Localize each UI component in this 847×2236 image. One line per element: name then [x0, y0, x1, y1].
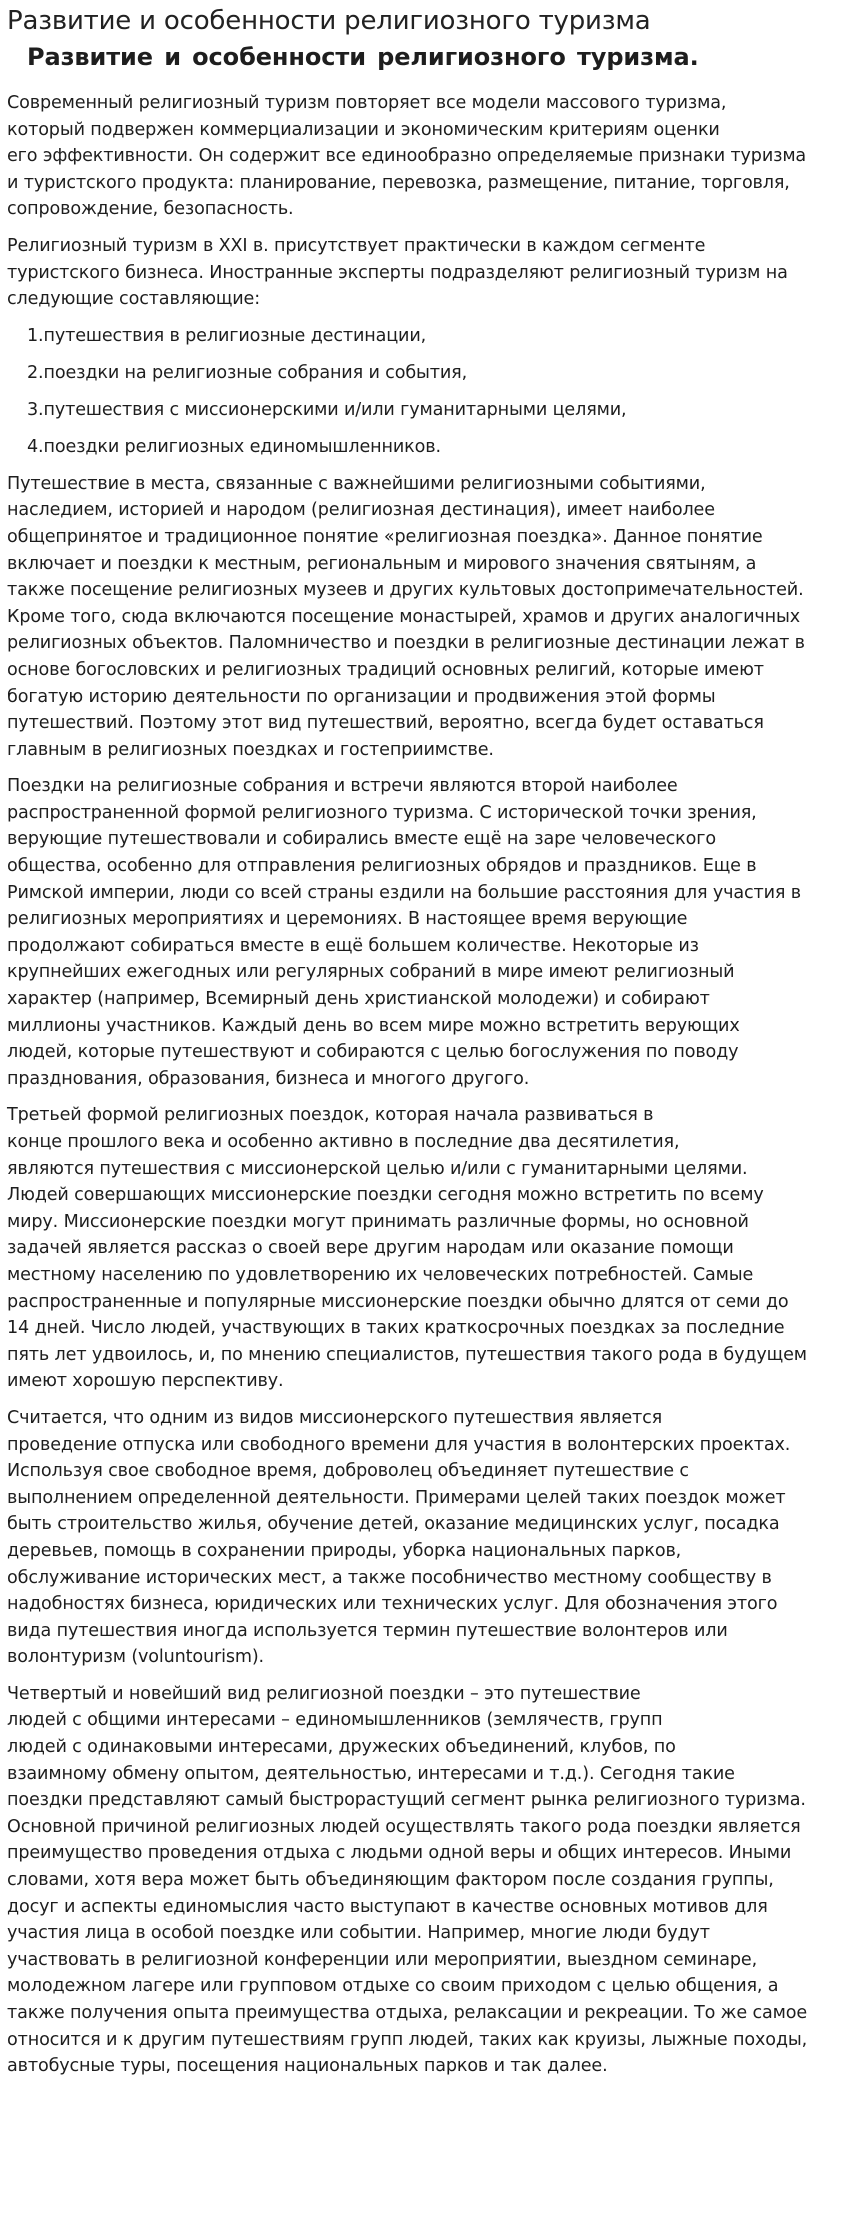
list-item: 4.поездки религиозных единомышленников. [27, 436, 441, 457]
tourism-types-list [7, 323, 840, 461]
text-line: пять лет удвоилось, и, по мнению специалистов, путешествия такого рода в будущем [7, 1344, 807, 1365]
text-line: богатую историю деятельности по организации и продвижения этой формы [7, 686, 716, 707]
text-line: основе богословских и религиозных традиций основных религий, которые имеют [7, 659, 764, 680]
text-line: являются путешествия с миссионерской целью и/или с гуманитарными целями. [7, 1158, 748, 1179]
text-line: религиозных мероприятиях и церемониях. В настоящее время верующие [7, 909, 688, 930]
text-line: Религиозный туризм в XXI в. присутствует практически в каждом сегменте [7, 235, 706, 256]
text-line: празднования, образования, бизнеса и многого другого. [7, 1068, 530, 1089]
text-line: преимущество проведения отдыха с людьми одной веры и общих интересов. Иными [7, 1843, 792, 1864]
text-line: общества, особенно для отправления религиозных обрядов и праздников. Еще в [7, 856, 757, 877]
document-page [0, 4, 840, 2080]
text-line: поездки представляют самый быстрорастущий сегмент рынка религиозного туризма. [7, 1790, 806, 1811]
text-line: выполнением определенной деятельности. Примерами целей таких поездок может [7, 1487, 786, 1508]
paragraph-volunteer [7, 1405, 840, 1671]
paragraph-intro [7, 90, 840, 223]
text-line: и туристского продукта: планирование, перевозка, размещение, питание, торговля, [7, 172, 790, 193]
text-line: Третьей формой религиозных поездок, которая начала развиваться в [7, 1105, 654, 1126]
text-line: распространенные и популярные миссионерские поездки обычно длятся от семи до [7, 1291, 789, 1312]
text-line: обслуживание исторических мест, а также пособничество местному сообществу в [7, 1567, 772, 1588]
text-line: общепринятое и традиционное понятие «религиозная поездка». Данное понятие [7, 526, 763, 547]
text-line: надобностях бизнеса, юридических или технических услуг. Для обозначения этого [7, 1594, 778, 1615]
text-line: людей, которые путешествуют и собираются с целью богослужения по поводу [7, 1042, 739, 1063]
text-line: миру. Миссионерские поездки могут принимать различные формы, но основной [7, 1211, 749, 1232]
page-title: Развитие и особенности религиозного туризма [7, 6, 651, 36]
text-line: деревьев, помощь в сохранении природы, уборка национальных парков, [7, 1540, 682, 1561]
text-line: Людей совершающих миссионерские поездки сегодня можно встретить по всему [7, 1185, 764, 1206]
text-line: включает и поездки к местным, региональным и мирового значения святыням, а [7, 553, 757, 574]
text-line: крупнейших ежегодных или регулярных собраний в мире имеют религиозный [7, 962, 735, 983]
text-line: задачей является рассказ о своей вере другим народам или оказание помощи [7, 1238, 734, 1259]
list-item: 3.путешествия с миссионерскими и/или гуманитарными целями, [27, 399, 627, 420]
text-line: взаимному обмену опытом, деятельностью, интересами и т.д.). Сегодня такие [7, 1763, 735, 1784]
text-line: характер (например, Всемирный день христианской молодежи) и собирают [7, 989, 710, 1010]
text-line: Считается, что одним из видов миссионерского путешествия является [7, 1407, 663, 1428]
article-heading: Развитие и особенности религиозного туризма. [27, 43, 699, 71]
text-line: относится и к другим путешествиям групп людей, таких как круизы, лыжные походы, [7, 2029, 808, 2050]
text-line: Современный религиозный туризм повторяет все модели массового туризма, [7, 93, 727, 113]
text-line: автобусные туры, посещения национальных парков и так далее. [7, 2056, 608, 2077]
text-line: досуг и аспекты единомыслия часто выступают в качестве основных мотивов для [7, 1896, 768, 1917]
text-line: волонтуризм (voluntourism). [7, 1647, 265, 1668]
list-item: 2.поездки на религиозные собрания и события, [27, 362, 468, 383]
text-line: туристского бизнеса. Иностранные эксперты подразделяют религиозный туризм на [7, 262, 788, 283]
text-line: верующие путешествовали и собирались вместе ещё на заре человеческого [7, 829, 716, 850]
text-line: также посещение религиозных музеев и других культовых достопримечательностей. [7, 580, 804, 601]
paragraph-destinations [7, 471, 840, 764]
paragraph-types-intro [7, 233, 840, 313]
text-line: миллионы участников. Каждый день во всем мире можно встретить верующих [7, 1015, 740, 1036]
text-line: вида путешествия иногда используется термин путешествие волонтеров или [7, 1620, 728, 1641]
paragraph-missionary [7, 1102, 840, 1395]
text-line: путешествий. Поэтому этот вид путешествий, вероятно, всегда будет оставаться [7, 713, 764, 734]
text-line: распространенной формой религиозного туризма. С исторической точки зрения, [7, 802, 757, 823]
text-line: продолжают собираться вместе в ещё большем количестве. Некоторые из [7, 935, 699, 956]
text-line: местному населению по удовлетворению их человеческих потребностей. Самые [7, 1264, 754, 1285]
text-line: следующие составляющие: [7, 289, 261, 310]
text-line: участия лица в особой поездке или событии. Например, многие люди будут [7, 1923, 710, 1944]
text-line: Путешествие в места, связанные с важнейшими религиозными событиями, [7, 473, 706, 494]
list-item: 1.путешествия в религиозные дестинации, [27, 325, 427, 346]
text-line: людей с общими интересами – единомышленников (землячеств, групп [7, 1710, 663, 1731]
text-line: Римской империи, люди со всей страны ездили на большие расстояния для участия в [7, 882, 802, 903]
text-line: имеют хорошую перспективу. [7, 1371, 284, 1392]
paragraph-gatherings [7, 773, 840, 1092]
text-line: сопровождение, безопасность. [7, 199, 294, 220]
text-line: словами, хотя вера может быть объединяющим фактором после создания группы, [7, 1870, 774, 1891]
text-line: наследием, историей и народом (религиозная дестинация), имеет наиболее [7, 500, 715, 521]
text-line: его эффективности. Он содержит все единообразно определяемые признаки туризма [7, 146, 807, 167]
text-line: молодежном лагере или групповом отдыхе со своим приходом с целью общения, а [7, 1976, 779, 1997]
text-line: главным в религиозных поездках и гостеприимстве. [7, 739, 494, 760]
text-line: участвовать в религиозной конференции или мероприятии, выездном семинаре, [7, 1949, 758, 1970]
text-line: конце прошлого века и особенно активно в последние два десятилетия, [7, 1132, 680, 1152]
text-line: людей с одинаковыми интересами, дружеских объединений, клубов, по [7, 1737, 676, 1758]
text-line: 14 дней. Число людей, участвующих в таких краткосрочных поездках за последние [7, 1318, 785, 1339]
text-line: Кроме того, сюда включаются посещение монастырей, храмов и других аналогичных [7, 606, 800, 627]
text-line: который подвержен коммерциализации и экономическим критериям оценки [7, 119, 720, 140]
text-line: быть строительство жилья, обучение детей, оказание медицинских услуг, посадка [7, 1514, 780, 1535]
text-line: Четвертый и новейший вид религиозной поездки – это путешествие [7, 1683, 641, 1704]
text-line: также получения опыта преимущества отдыха, релаксации и рекреации. То же самое [7, 2003, 808, 2023]
text-line: Используя свое свободное время, доброволец объединяет путешествие с [7, 1461, 689, 1482]
text-line: Поездки на религиозные собрания и встречи являются второй наиболее [7, 776, 678, 797]
text-line: религиозных объектов. Паломничество и поездки в религиозные дестинации лежат в [7, 633, 805, 654]
text-line: проведение отпуска или свободного времени для участия в волонтерских проектах. [7, 1434, 791, 1455]
text-line: Основной причиной религиозных людей осуществлять такого рода поездки является [7, 1816, 801, 1837]
paragraph-like-minded [7, 1681, 840, 2080]
